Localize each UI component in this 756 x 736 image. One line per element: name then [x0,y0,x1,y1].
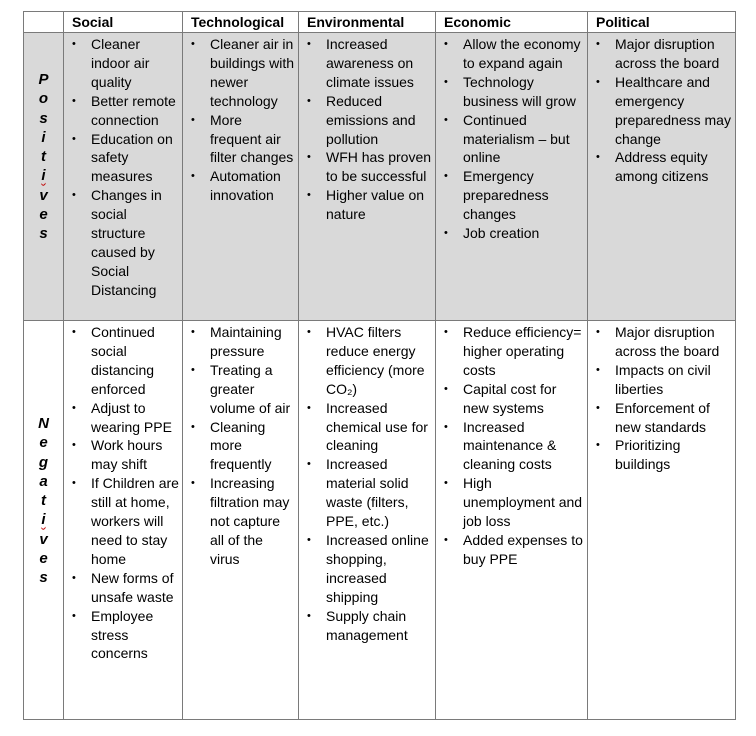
positives-environmental [299,33,436,321]
negatives-label-letter: e [39,434,48,452]
list-item: • HVAC filters reduce energy efficiency (more CO₂) [299,323,435,399]
list-item: • Work hours may shift [64,436,182,474]
list-item: • Technology business will grow [436,73,587,111]
list-item: • Cleaning more frequently [183,418,298,475]
list-item: • Changes in social structure caused by Social Distancing [64,186,182,299]
negatives-environmental [299,321,436,720]
list-item: • Job creation [436,224,587,243]
positives-label [24,33,64,321]
list-item: • Allow the economy to expand again [436,35,587,73]
negatives-label-letter: N [38,415,49,432]
header-economic: Economic [436,12,588,33]
negatives-label-letter: t [41,492,46,510]
list-item: • Healthcare and emergency preparedness may change [588,73,735,149]
list-item: • Increasing filtration may not capture all of the virus [183,474,298,569]
list-item: • Supply chain management [299,607,435,645]
header-political: Political [588,12,736,33]
positives-label-letter: s [39,109,48,127]
list-item: • Automation innovation [183,167,298,205]
negatives-social [64,321,183,720]
list-item: • Adjust to wearing PPE [64,399,182,437]
list-item: • Better remote connection [64,92,182,130]
list-item: • Prioritizing buildings [588,436,735,474]
positives-row [24,33,736,321]
positives-label-letter: e [39,206,48,224]
negatives-label [24,321,64,720]
positives-label-letter: i [41,128,46,146]
negatives-political [588,321,736,720]
list-item: • Emergency preparedness changes [436,167,587,224]
header-corner [24,12,64,33]
positives-label-letter: t [41,148,46,166]
list-item: • Continued materialism – but online [436,111,587,168]
list-item: • Major disruption across the board [588,35,735,73]
list-item: • Increased material solid waste (filters, PPE, etc.) [299,455,435,531]
list-item: • Maintaining pressure [183,323,298,361]
impact-matrix-table [23,11,736,720]
positives-label-letter: v [39,186,48,204]
list-item: • Increased awareness on climate issues [299,35,435,92]
list-item: • Cleaner air in buildings with newer technology [183,35,298,111]
list-item: • Added expenses to buy PPE [436,531,587,569]
negatives-label-letter: g [38,453,49,471]
list-item: • Increased chemical use for cleaning [299,399,435,456]
positives-technological [183,33,299,321]
list-item: • Higher value on nature [299,186,435,224]
list-item: • Enforcement of new standards [588,399,735,437]
negatives-label-letter: a [39,472,48,490]
list-item: • Employee stress concerns [64,607,182,664]
negatives-label-letter: e [39,550,48,568]
negatives-label-letter: i [41,511,46,529]
list-item: • Reduce efficiency= higher operating costs [436,323,587,380]
header-environmental: Environmental [299,12,436,33]
list-item: • Increased online shopping, increased shipping [299,531,435,607]
negatives-row [24,321,736,720]
list-item: • Reduced emissions and pollution [299,92,435,149]
list-item: • Continued social distancing enforced [64,323,182,399]
list-item: • Education on safety measures [64,130,182,187]
list-item: • Treating a greater volume of air [183,361,298,418]
list-item: • High unemployment and job loss [436,474,587,531]
list-item: • New forms of unsafe waste [64,569,182,607]
list-item: • Major disruption across the board [588,323,735,361]
negatives-label-letter: s [39,569,48,587]
list-item: • Cleaner indoor air quality [64,35,182,92]
positives-label-letter: s [39,225,48,243]
header-technological: Technological [183,12,299,33]
positives-label-letter: P [38,71,49,88]
list-item: • Impacts on civil liberties [588,361,735,399]
positives-label-letter: i [41,167,46,185]
header-social: Social [64,12,183,33]
list-item: • More frequent air filter changes [183,111,298,168]
negatives-label-letter: v [39,530,48,548]
positives-political [588,33,736,321]
positives-label-letter: o [38,90,49,108]
negatives-economic [436,321,588,720]
list-item: • Capital cost for new systems [436,380,587,418]
list-item: • Address equity among citizens [588,148,735,186]
header-row [24,12,736,33]
list-item: • If Children are still at home, workers will need to stay home [64,474,182,569]
positives-economic [436,33,588,321]
list-item: • WFH has proven to be successful [299,148,435,186]
list-item: • Increased maintenance & cleaning costs [436,418,587,475]
positives-social [64,33,183,321]
negatives-technological [183,321,299,720]
